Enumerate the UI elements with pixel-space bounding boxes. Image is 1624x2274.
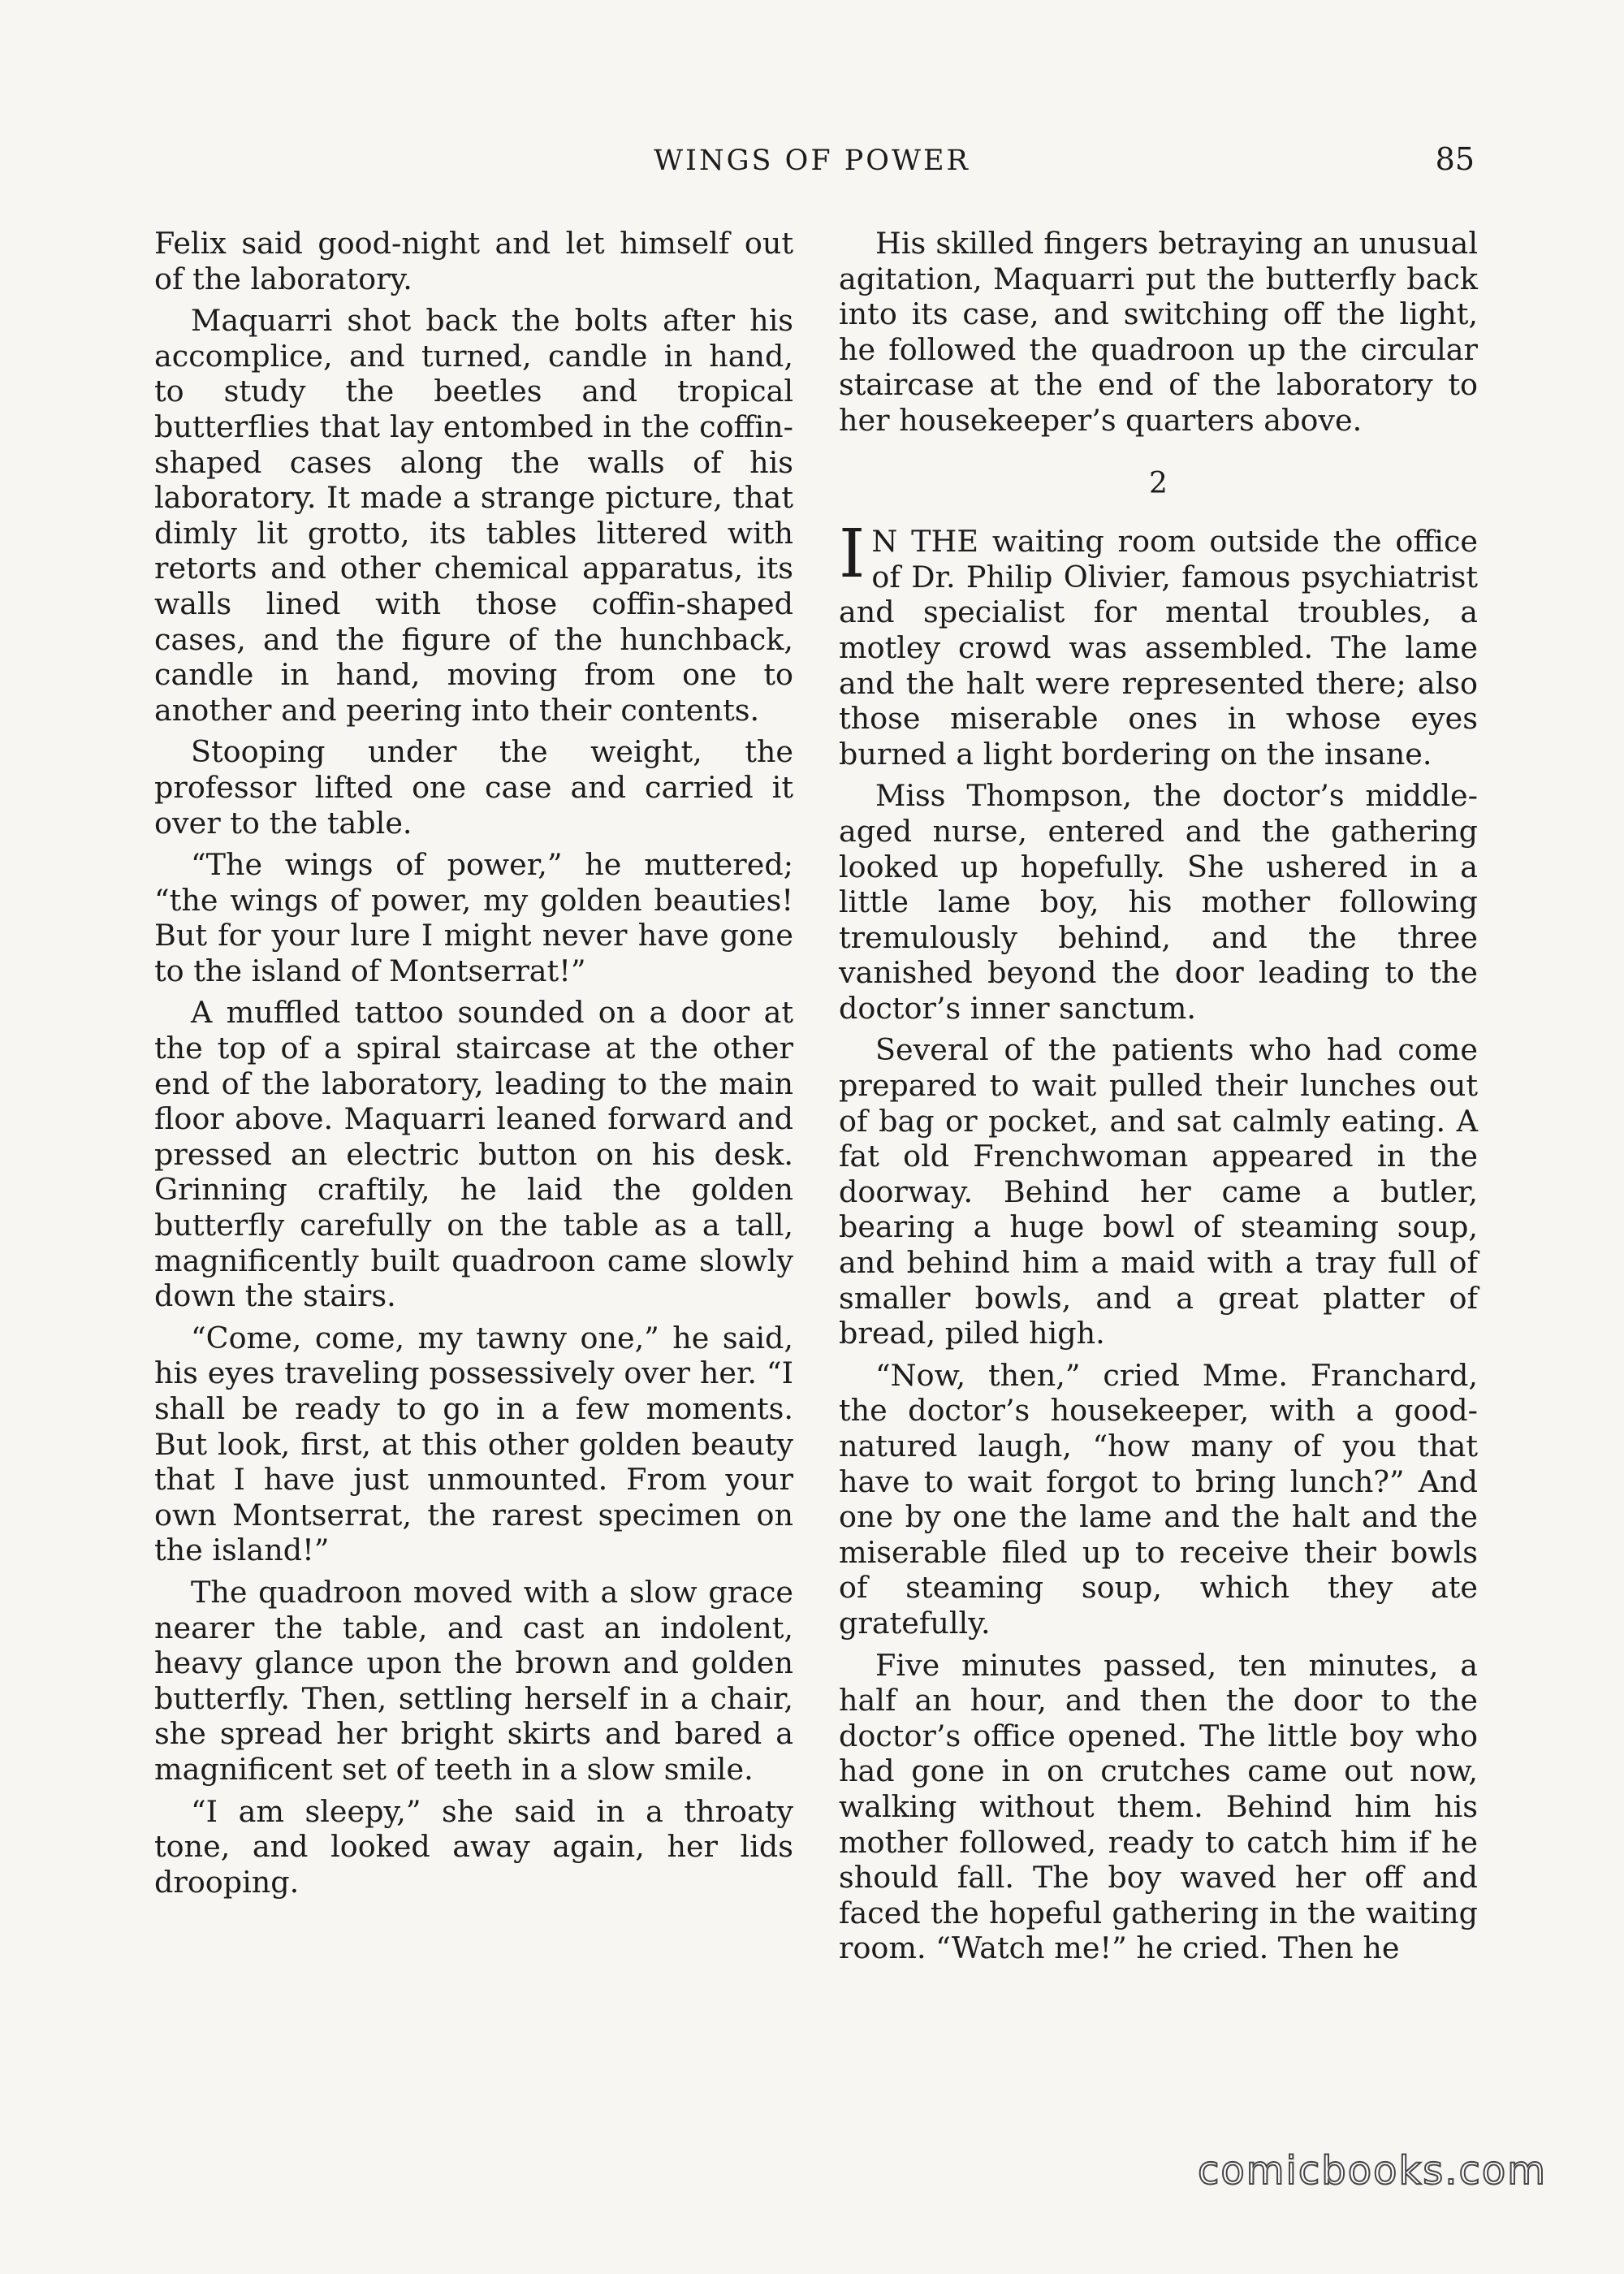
paragraph: “The wings of power,” he muttered; “the wings of power, my golden beauties! But for your lure I might never have gone to the island of Montserrat!”	[154, 847, 793, 988]
paragraph: “Come, come, my tawny one,” he said, his eyes traveling possessively over her. “I shall be ready to go in a few moments. But look, first, at this other golden beauty that I have just unmounted. From your own Montserrat, the rarest specimen on the island!”	[154, 1320, 793, 1568]
drop-cap: I	[839, 516, 866, 594]
paragraph: A muffled tattoo sounded on a door at the top of a spiral staircase at the other end of the laboratory, leading to the main floor above. Maquarri leaned forward and pressed an electric button on his desk. Grinning craftily, he laid the golden butterfly carefully on the table as a tall, magnificently built quadroon came slowly down the stairs.	[154, 995, 793, 1314]
watermark: comicbooks.com	[1198, 2148, 1548, 2194]
page-header	[0, 138, 1624, 187]
paragraph: Stooping under the weight, the professor lifted one case and carried it over to the table.	[154, 734, 793, 841]
right-column	[839, 226, 1478, 1973]
section-opening-paragraph	[839, 516, 1478, 772]
paragraph: Five minutes passed, ten minutes, a half an hour, and then the door to the doctor’s office opened. The little boy who had gone in on crutches came out now, walking without them. Behind him his mother followed, ready to catch him if he should fall. The boy waved her off and faced the hopeful gathering in the waiting room. “Watch me!” he cried. Then he	[839, 1647, 1478, 1966]
section-opening-text: N THE waiting room outside the office of Dr. Philip Olivier, famous psychiatrist and specialist for mental troubles, a motley crowd was assembled. The lame and the halt were represented there; also those miserable ones in whose eyes burned a light bordering on the insane.	[839, 524, 1478, 772]
paragraph: Several of the patients who had come prepared to wait pulled their lunches out of bag or pocket, and sat calmly eating. A fat old Frenchwoman appeared in the doorway. Behind her came a butler, bearing a huge bowl of steaming soup, and behind him a maid with a tray full of smaller bowls, and a great platter of bread, piled high.	[839, 1032, 1478, 1351]
paragraph: The quadroon moved with a slow grace nearer the table, and cast an indolent, heavy glance upon the brown and golden butterfly. Then, settling herself in a chair, she spread her bright skirts and bared a magnificent set of teeth in a slow smile.	[154, 1574, 793, 1787]
paragraph: “Now, then,” cried Mme. Franchard, the doctor’s housekeeper, with a good-natured laugh, “how many of you that have to wait forgot to bring lunch?” And one by one the lame and the halt and the miserable filed up to receive their bowls of steaming soup, which they ate gratefully.	[839, 1357, 1478, 1641]
paragraph: Maquarri shot back the bolts after his accomplice, and turned, candle in hand, to study the beetles and tropical butterflies that lay entombed in the coffin-shaped cases along the walls of his laboratory. It made a strange picture, that dimly lit grotto, its tables littered with retorts and other chemical apparatus, its walls lined with those coffin-shaped cases, and the figure of the hunchback, candle in hand, moving from one to another and peering into their contents.	[154, 303, 793, 728]
paragraph: Felix said good-night and let himself out of the laboratory.	[154, 226, 793, 296]
paragraph: Miss Thompson, the doctor’s middle-aged nurse, entered and the gathering looked up hopefully. She ushered in a little lame boy, his mother following tremulously behind, and the three vanished beyond the door leading to the doctor’s inner sanctum.	[839, 778, 1478, 1026]
left-column	[154, 226, 793, 1906]
paragraph: “I am sleepy,” she said in a throaty tone, and looked away again, her lids drooping.	[154, 1793, 793, 1900]
running-title: WINGS OF POWER	[654, 145, 970, 177]
page-number: 85	[1435, 141, 1475, 177]
paragraph: His skilled fingers betraying an unusual agitation, Maquarri put the butterfly back into its case, and switching off the light, he followed the quadroon up the circular staircase at the end of the laboratory to her housekeeper’s quarters above.	[839, 226, 1478, 438]
section-number: 2	[1149, 466, 1168, 500]
